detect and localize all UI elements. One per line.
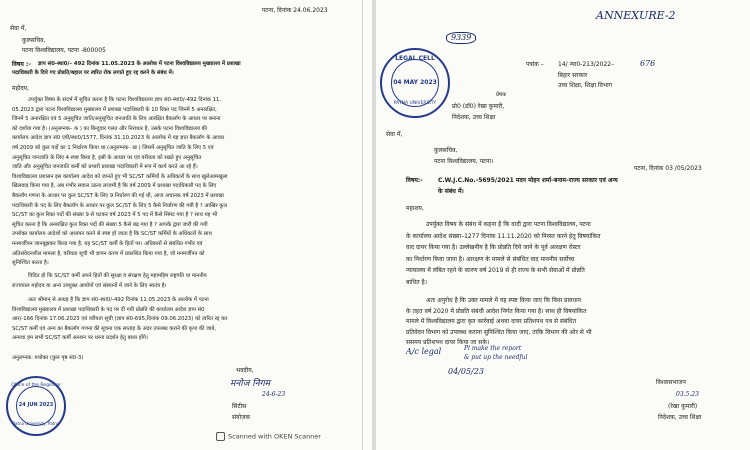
stamp-number: 9339	[446, 32, 476, 44]
right-body-line: उपर्युक्त विषय के संबंध में कहना है कि वादी द्वारा पटना विश्वविद्यालय, पटना	[426, 221, 591, 228]
right-subject-1: C.W.J.C.No.-5695/2021 मदन मोहन शर्मा–बनाम–राज्य सरकार एवं अन्य	[438, 177, 618, 184]
left-body-line: अतिसंवेदनशील मामला है, वरीयता सूची भी ज्ञापन करण में प्रकाशित किया गया है, जो मनमर्जीपन को	[12, 250, 205, 257]
right-govt: बिहार सरकार	[558, 72, 588, 79]
left-para3-line: अन्यथा हम सभी SC/ST कर्मी अनशन पर धरना प्रदर्शन हेतु बाध्य होंगे।	[12, 335, 148, 342]
right-body-line: के कार्यालय आदेश संख्या–1277 दिनांक 11.11.2020 को निरस्त करने हेतु विषयांकित	[406, 232, 601, 240]
left-body-line: विश्वविद्यालय प्रशासन इस कार्यालय आदेश को जानते हुए भी SC/ST कर्मियों के अधिकारों के साथ खुलेआमखुला	[12, 173, 228, 180]
right-closing-name: (रेखा कुमारी)	[668, 403, 698, 410]
legal-cell-sub: PATNA UNIVERSITY	[393, 101, 437, 106]
right-body-line: का निर्धारण किया जाना है। आरक्षण के मामले से संबंधित वाद माननीय सर्वोच्च	[406, 255, 575, 263]
registrar-stamp	[6, 376, 66, 436]
right-letter-no: 14/ न्या0-213/2022–	[558, 61, 615, 68]
left-signature-title2: संयोजक	[232, 414, 251, 421]
right-subject-2: के संबंध में।	[438, 188, 464, 195]
right-letter-no-hand: 676	[640, 59, 656, 68]
left-subject-1: ज्ञाप सं0-स्था0/– 492 दिनांक 11.05.2023 के आलोक में पटना विश्वविद्यालय मुख्यालय में प्रशाखा	[38, 61, 241, 67]
note-hand: A/c legal	[406, 347, 442, 356]
left-para3-line: अतः श्रीमान् से आग्रह है कि ज्ञाप सं0-स्था0/-492 दिनांक 11.05.2023 के आलोक में पटना	[28, 297, 209, 303]
left-body-line: को दर्शाया गया है। (अनुलग्नक– क ) का बिन्दुवार गलत और निराधार है, उसके पटना विश्वविद्यालय की	[12, 125, 208, 132]
page-edge	[362, 0, 363, 450]
left-body-line: उपरोक्त कार्यालय आदेशों को अध्ययन करने से स्पष्ट हो जाता है कि SC/ST कर्मियों के अधिकारों के साथ	[12, 231, 212, 238]
right-body-line: वाद दायर किया गया है। उल्लेखनीय है कि प्रोन्नति दिये जाने के पूर्व आरक्षण रोस्टर	[406, 244, 581, 251]
left-subject-label: विषय :-	[12, 61, 31, 68]
registrar-stamp-sub: Patna University, Patna	[12, 421, 60, 426]
right-dept: उच्च शिक्षा, शिक्षा विभाग	[558, 82, 613, 89]
right-to-label: सेवा में,	[386, 131, 403, 138]
left-body-line: सूचित करना है कि अनारक्षित कुल रिक्त पदों की संख्या 5 कैसे बढ़ गया है ? आपके द्वारा जारी की गयी	[12, 221, 208, 228]
right-closing-date: 03.5.23	[676, 391, 699, 398]
left-body-line: सुनिश्चित करता है।	[12, 260, 49, 267]
right-sender-title: निदेशक, उच्च शिक्षा	[452, 114, 496, 121]
right-letter	[376, 0, 750, 450]
right-closing-title: निदेशक, उच्च शिक्षा	[658, 414, 702, 421]
right-body-line: बाधित है।	[406, 278, 428, 286]
right-salutation: महाशय,	[406, 205, 424, 212]
left-recipient-2: पटना विश्वविद्यालय, पटना -800005	[22, 47, 106, 54]
left-para2-line: विदित हो कि SC/ST कर्मी अपने हितों की सुरक्षा व संरक्षण हेतु महामहिम राष्ट्रपति या माननीय	[28, 273, 207, 279]
scanner-watermark: Scanned with OKEN Scanner	[216, 432, 321, 441]
right-closing: विश्वासभाजन	[656, 379, 686, 386]
legal-cell-text: LEGAL CELL	[395, 55, 435, 62]
note-hand-2: Pl make the report	[464, 345, 522, 352]
right-para2-line: अतः अनुरोध है कि उक्त मामले में यह स्पष्ट किया जाए कि किस प्रावधान	[426, 297, 581, 304]
left-body-line: SC/ST का कुल रिक्त पदों की संख्या 9 से घटकर वर्ष 2023 में 5 पद में कैसे सिमट गया है ? साथ यह भी	[12, 212, 218, 219]
left-signature-title: सिटीस	[232, 403, 247, 410]
right-subject-label: विषय:-	[406, 177, 423, 184]
right-letter-no-label: पत्रांक –	[526, 61, 544, 68]
registrar-stamp-date: 24 JUN 2023	[18, 402, 54, 408]
right-body-line: न्यायालय में लंबित रहने के कारण वर्ष 2019 से ही राज्य के सभी सेवाओं में प्रोन्नति	[406, 267, 585, 274]
right-para2-line: ससमय प्रतिशपथ दायर किया जा सके।	[406, 339, 490, 346]
left-body-line: 05.2023 द्वारा पटना विश्वविद्यालय मुख्यालय में प्रशाखा पदाधिकारी के 10 रिक्त पद जिनमें 5 अनारक्षित,	[12, 106, 217, 113]
left-subject-2: पदाधिकारी के दिये गए प्रोन्नति/बहाल पर त्वरित रोक लगाते हुए रद्द करने के संबंध में।	[12, 70, 174, 76]
left-letter	[0, 0, 372, 450]
right-recipient-1: कुलसचिव,	[434, 147, 458, 154]
left-place-date: पटना, दिनांक 24.06.2023	[262, 7, 328, 14]
left-signature-name: मनोज निगम	[230, 379, 271, 389]
annexure-label: ANNEXURE-2	[596, 9, 676, 22]
left-signature-date: 24-6-23	[262, 391, 286, 398]
right-para2-line: के तहत वर्ष 2020 में प्रोन्नति संबंधी आदेश निर्गत किया गया है। साथ ही विषयांकित	[406, 307, 587, 315]
right-place-date: पटना, दिनांक 03 /05/2023	[634, 165, 702, 172]
left-body-line: पदाधिकारी के पद के लिए बैकलॉग के आधार पर कुल SC/ST के लिए 5 कैसे निर्धारण की गयी है ? आखिर कुल	[12, 202, 227, 209]
left-body-line: कार्यालय आदेश ज्ञाप सं0 एवी/स्था0/1577, दिनांक 31.10.2023 के आलोक में यह ज्ञात बैकलॉग के आधार	[12, 135, 225, 142]
left-to-label: सेवा में,	[10, 25, 27, 32]
left-para2-line: राज्यपाल महोदय या अन्य उपयुक्त आयोगों एवं संस्थानों में जाने के लिए स्वतंत्र है।	[12, 282, 167, 289]
left-body-line: उपर्युक्त विषय के संदर्भ में सूचित करना है कि पटना विश्वविद्यालय ज्ञाप सं0-स्था0/-492 दिनांक 11.	[28, 97, 222, 103]
left-para3-line: SC/ST कर्मी एवं अन्य का बैकलॉग गणना की सूचना एक सप्ताह के अंदर उपलब्ध कराने की कृपा की जाये,	[12, 325, 217, 332]
right-sender-name: प्रो0 (डॉ0) रेखा कुमारी,	[452, 103, 505, 110]
left-body-line: मनमर्जीपन जानबूझकर किया गया है, यह SC/ST कर्मी के हितों पर। अधिकारों से संबंधित गंभीर एवं	[12, 241, 203, 247]
left-salutation: महोदय,	[12, 85, 29, 92]
left-body-line: बैकलॉग गणना के आधार पर कुल SC/ST के लिए 9 निर्धारण की गई थी, आज अचानक वर्ष 2023 में प्रशाखा	[12, 193, 224, 199]
left-para3-line: आर/-166 दिनांक 17.06.2023 एवं वरीयता सूची (ज्ञाप सं0-695,दिनांक 09.06.2023) को त्वरित रद्द कर	[12, 316, 228, 323]
left-body-line: अनुसूचित जनजाति के लिए 4 स्पष्ट किया है, इसी के आधार पर एवं वरीयता को रखते हुए अनुसूचित	[12, 154, 202, 161]
legal-cell-stamp	[380, 48, 450, 118]
left-recipient-1: कुलसचिव,	[22, 37, 46, 44]
left-body-line: खिलवाड़ किया गया है, अब गंभीर सवाल उठना लाजमी है कि वर्ष 2009 में प्रशाखा पदाधिकारी पद के लिए	[12, 183, 217, 190]
left-para3-line: विश्वविद्यालय मुख्यालय में प्रशाखा पदाधिकारी के पद पर दी गयी प्रोन्नति की कार्यालय आदेश ज्ञाप सं0	[12, 306, 205, 313]
right-sender-label: प्रेषक	[496, 92, 507, 98]
left-body-line: जिनमें 5 अनारक्षित एवं 5 अनुसूचित जाति/अनुसूचित जनजाति के लिए आरक्षित बैकलॉग के आधार पर बनाना	[12, 116, 221, 123]
left-sign-off: भवदीय,	[236, 367, 254, 374]
left-enclosure: अनुलग्नक: यथोक्त (कुल पृष्ठ सं0-3)	[12, 355, 84, 361]
legal-cell-date: 04 MAY 2023	[393, 79, 437, 86]
left-body-line: वर्ष 2009 को कुल पदों का 1 निर्धारण किया था (अनुलग्नक– ख ) जिसमें अनुसूचित जाति के लिए 5 एवं	[12, 145, 214, 151]
registrar-stamp-text: Office of the Registrar	[11, 383, 61, 388]
right-para2-line: मामले में विश्वविद्यालय द्वारा कृत कार्रवाई अथवा दायर प्रतिशपथ पत्र से संबंधित	[406, 318, 577, 325]
note-hand-3: & put up the needful	[464, 354, 528, 361]
scanner-icon	[216, 432, 225, 441]
left-body-line: जाति और अनुसूचित जनजाति कर्मी को प्रभारी प्रशाखा पदाधिकारी में रूप में कार्य करते आ रहे हैं।	[12, 164, 198, 171]
note-signature-date: 04/05/23	[448, 367, 484, 376]
right-recipient-2: पटना विश्वविद्यालय, पटना।	[434, 158, 494, 165]
right-para2-line: प्रतिवेदन विभाग को उपलब्ध कराना सुनिश्चित किया जाए, ताकि विभाग की ओर से भी	[406, 328, 592, 336]
